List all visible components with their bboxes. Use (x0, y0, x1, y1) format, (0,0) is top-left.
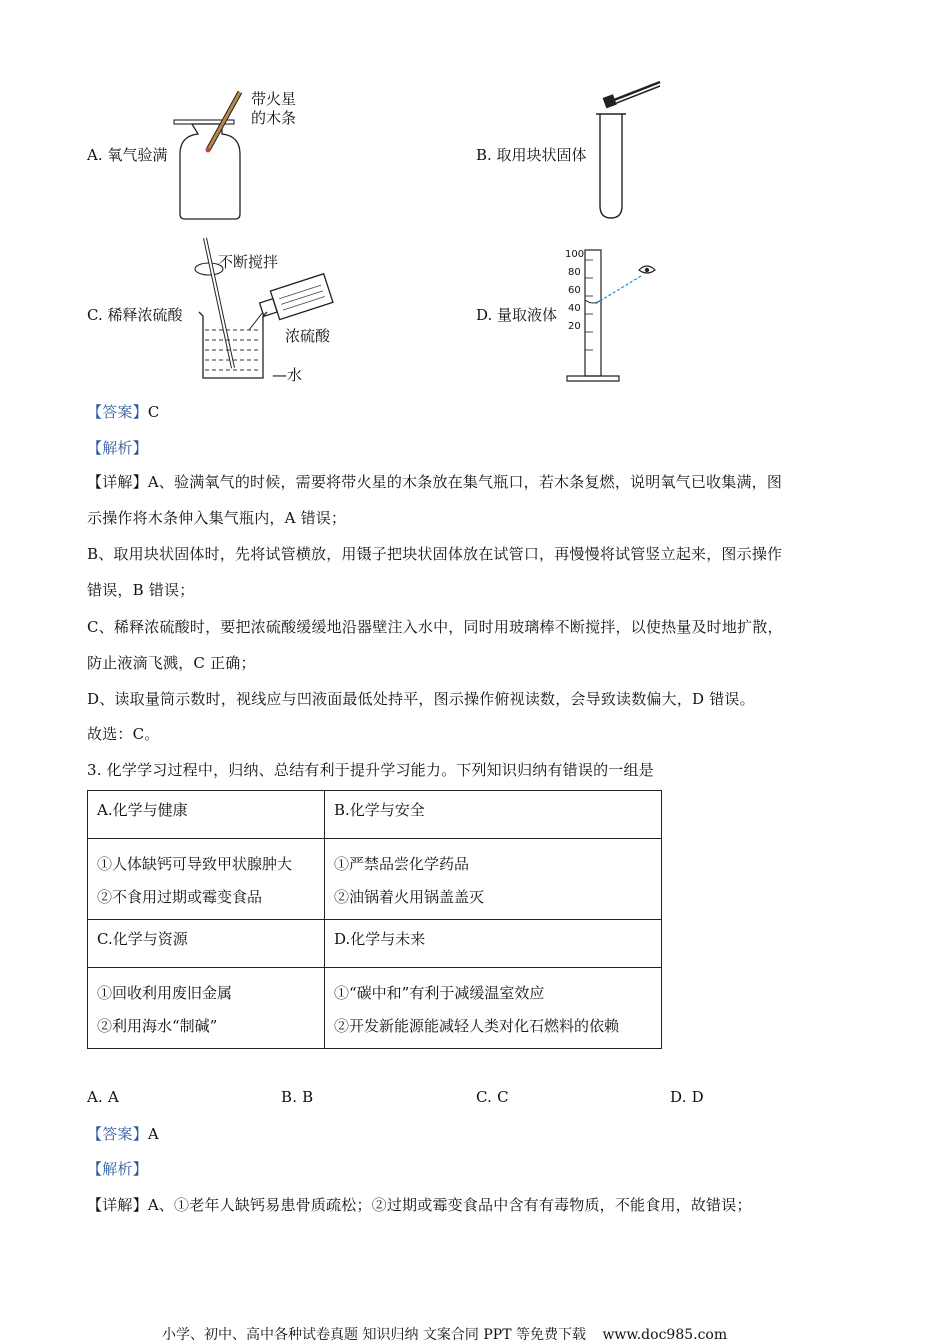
water-caption: —水 (272, 366, 303, 384)
q2-detail-text-1: A、验满氧气的时候，需要将带火星的木条放在集气瓶口，若木条复燃，说明氧气已收集满，图 (147, 473, 783, 491)
cylinder-tick: 40 (568, 303, 581, 314)
table-item: ②不食用过期或霉变食品 (97, 888, 263, 906)
table-item: ②利用海水“制碱” (97, 1017, 218, 1035)
test-tube-figure (590, 78, 670, 223)
option-d-label: D. 量取液体 (476, 306, 558, 324)
q2-answer (87, 401, 160, 422)
choice-a: A. A (87, 1088, 120, 1106)
table-item: ①人体缺钙可导致甲状腺肿大 (97, 855, 293, 873)
q3-stem: 3. 化学学习过程中，归纳、总结有利于提升学习能力。下列知识归纳有错误的一组是 (87, 761, 654, 779)
choice-b: B. B (281, 1088, 314, 1106)
table-cell-d-items (325, 968, 662, 1049)
q2-answer-tag: 【答案】 (87, 403, 148, 421)
q2-detail-line-7: D、读取量筒示数时，视线应与凹液面最低处持平，图示操作俯视读数，会导致读数偏大，D 错误。 (87, 690, 755, 708)
table-cell-b-head: B.化学与安全 (325, 791, 662, 839)
table-cell-a-head: A.化学与健康 (88, 791, 325, 839)
table-item: ①“碳中和”有利于减缓温室效应 (334, 984, 545, 1002)
table-cell-c-items (88, 968, 325, 1049)
q2-answer-value: C (147, 403, 160, 421)
table-item: ②油锅着火用锅盖盖灭 (334, 888, 485, 906)
q2-detail-line-6: 防止液滴飞溅，C 正确； (87, 654, 256, 672)
q2-detail-line-5: C、稀释浓硫酸时，要把浓硫酸缓缓地沿器壁注入水中，同时用玻璃棒不断搅拌，以使热量及时地扩散， (87, 618, 783, 636)
cylinder-tick: 60 (568, 285, 581, 296)
choice-c: C. C (476, 1088, 509, 1106)
option-c-label: C. 稀释浓硫酸 (87, 306, 183, 324)
cylinder-ticks (565, 246, 584, 336)
q2-detail-line-2: 示操作将木条伸入集气瓶内，A 错误； (87, 509, 347, 527)
oxygen-fig-caption-line-1: 带火星 (251, 90, 297, 108)
q2-detail-tag: 【详解】 (87, 473, 148, 491)
q2-analysis-tag: 【解析】 (87, 439, 148, 457)
q2-detail-line-1 (87, 471, 782, 492)
q3-detail-tag: 【详解】 (87, 1196, 148, 1214)
acid-caption: 浓硫酸 (285, 327, 331, 345)
oxygen-fig-caption (251, 90, 296, 128)
table-cell-a-items (88, 839, 325, 920)
q2-detail-line-8: 故选：C。 (87, 725, 160, 743)
q3-analysis-tag: 【解析】 (87, 1160, 148, 1178)
q2-detail-line-4: 错误，B 错误； (87, 581, 195, 599)
footer-text: 小学、初中、高中各种试卷真题 知识归纳 文案合同 PPT 等免费下载 (162, 1327, 586, 1343)
q3-answer (87, 1123, 159, 1144)
footer-site-link[interactable]: www.doc985.com (602, 1327, 728, 1343)
water-caption-text: 水 (287, 366, 303, 384)
table-cell-b-items (325, 839, 662, 920)
table-item: ②开发新能源能减轻人类对化石燃料的依赖 (334, 1017, 620, 1035)
option-a-label: A. 氧气验满 (87, 146, 168, 164)
stir-caption: 不断搅拌 (218, 253, 279, 271)
cylinder-tick: 20 (568, 321, 581, 332)
q2-detail-line-3: B、取用块状固体时，先将试管横放，用镊子把块状固体放在试管口，再慢慢将试管竖立起来，图示操作 (87, 545, 783, 563)
q3-answer-value: A (147, 1125, 159, 1143)
choice-d: D. D (670, 1088, 704, 1106)
table-item: ①回收利用废旧金属 (97, 984, 233, 1002)
q3-answer-tag: 【答案】 (87, 1125, 148, 1143)
table-cell-d-head: D.化学与未来 (325, 920, 662, 968)
table-cell-c-head: C.化学与资源 (88, 920, 325, 968)
footer (162, 1324, 727, 1344)
q3-detail (87, 1194, 752, 1215)
table-item: ①严禁品尝化学药品 (334, 855, 470, 873)
cylinder-tick: 100 (565, 249, 585, 260)
q3-detail-text: A、①老年人缺钙易患骨质疏松；②过期或霉变食品中含有有毒物质，不能食用，故错误； (147, 1196, 752, 1214)
oxygen-test-figure (170, 88, 320, 223)
knowledge-table (87, 790, 662, 1049)
cylinder-tick: 80 (568, 267, 581, 278)
oxygen-fig-caption-line-2: 的木条 (251, 109, 297, 127)
option-b-label: B. 取用块状固体 (476, 146, 587, 164)
